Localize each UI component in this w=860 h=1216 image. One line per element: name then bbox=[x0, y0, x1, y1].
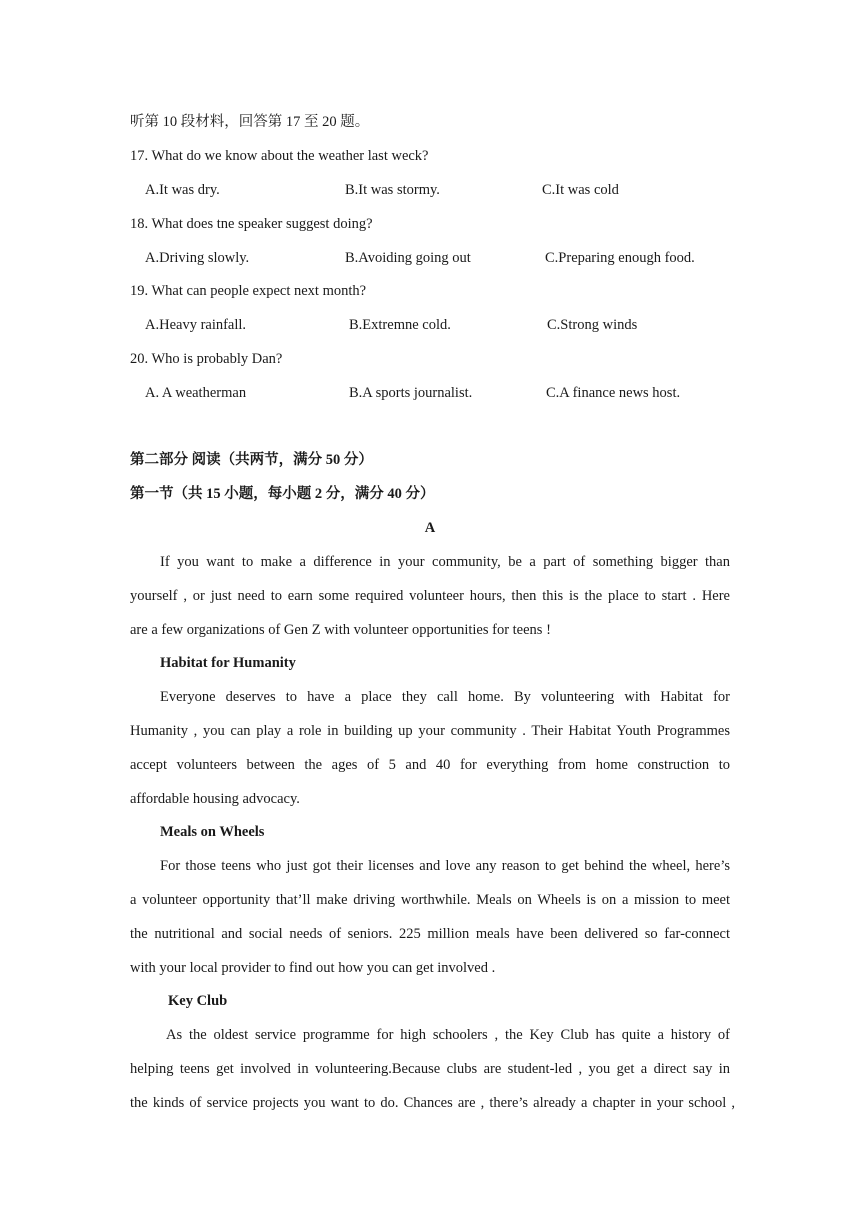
part-heading: 第二部分 阅读（共两节，满分 50 分） bbox=[130, 452, 373, 468]
habitat-line-2: Humanity , you can play a role in building up your community . Their Habitat Youth Programmes bbox=[130, 723, 730, 739]
habitat-title: Habitat for Humanity bbox=[160, 655, 296, 671]
intro-line-1: If you want to make a difference in your community, be a part of something bigger than bbox=[160, 554, 730, 570]
q20-option-c: C.A finance news host. bbox=[546, 385, 681, 401]
key-club-line-3: the kinds of service projects you want to do. Chances are , there’s already a chapter in your school , bbox=[130, 1095, 735, 1111]
q20-option-a: A. A weatherman bbox=[145, 385, 247, 401]
meals-line-4: with your local provider to find out how you can get involved . bbox=[130, 960, 496, 976]
q18-option-a: A.Driving slowly. bbox=[145, 250, 250, 266]
question-18: 18. What does tne speaker suggest doing? bbox=[130, 216, 373, 232]
meals-line-2: a volunteer opportunity that’ll make driving worthwhile. Meals on Wheels is on a mission to meet bbox=[130, 892, 730, 908]
passage-label: A bbox=[424, 520, 436, 536]
question-17: 17. What do we know about the weather last weck? bbox=[130, 148, 429, 164]
q19-option-a: A.Heavy rainfall. bbox=[145, 317, 247, 333]
question-20: 20. Who is probably Dan? bbox=[130, 351, 283, 367]
key-club-line-2: helping teens get involved in volunteering.Because clubs are student-led , you get a direct say in bbox=[130, 1061, 730, 1077]
q17-option-c: C.It was cold bbox=[542, 182, 619, 198]
q20-option-b: B.A sports journalist. bbox=[349, 385, 473, 401]
intro-line-3: are a few organizations of Gen Z with volunteer opportunities for teens ! bbox=[130, 622, 551, 638]
habitat-line-1: Everyone deserves to have a place they call home. By volunteering with Habitat for bbox=[160, 689, 730, 705]
q17-option-a: A.It was dry. bbox=[145, 182, 220, 198]
q17-option-b: B.It was stormy. bbox=[345, 182, 440, 198]
key-club-line-1: As the oldest service programme for high schoolers , the Key Club has quite a history of bbox=[166, 1027, 730, 1043]
meals-line-3: the nutritional and social needs of seniors. 225 million meals have been delivered so far-connect bbox=[130, 926, 730, 942]
intro-line-2: yourself , or just need to earn some required volunteer hours, then this is the place to start . Here bbox=[130, 588, 730, 604]
listening-intro: 听第 10 段材料，回答第 17 至 20 题。 bbox=[130, 114, 370, 130]
section-heading: 第一节（共 15 小题，每小题 2 分，满分 40 分） bbox=[130, 486, 435, 502]
question-19: 19. What can people expect next month? bbox=[130, 283, 367, 299]
meals-line-1: For those teens who just got their licenses and love any reason to get behind the wheel, here’s bbox=[160, 858, 730, 874]
q19-option-b: B.Extremne cold. bbox=[349, 317, 451, 333]
key-club-title: Key Club bbox=[168, 993, 228, 1009]
q19-option-c: C.Strong winds bbox=[547, 317, 638, 333]
q18-option-c: C.Preparing enough food. bbox=[545, 250, 695, 266]
meals-title: Meals on Wheels bbox=[160, 824, 265, 840]
q18-option-b: B.Avoiding going out bbox=[345, 250, 471, 266]
habitat-line-3: accept volunteers between the ages of 5 and 40 for everything from home construction to bbox=[130, 757, 730, 773]
habitat-line-4: affordable housing advocacy. bbox=[130, 791, 300, 807]
